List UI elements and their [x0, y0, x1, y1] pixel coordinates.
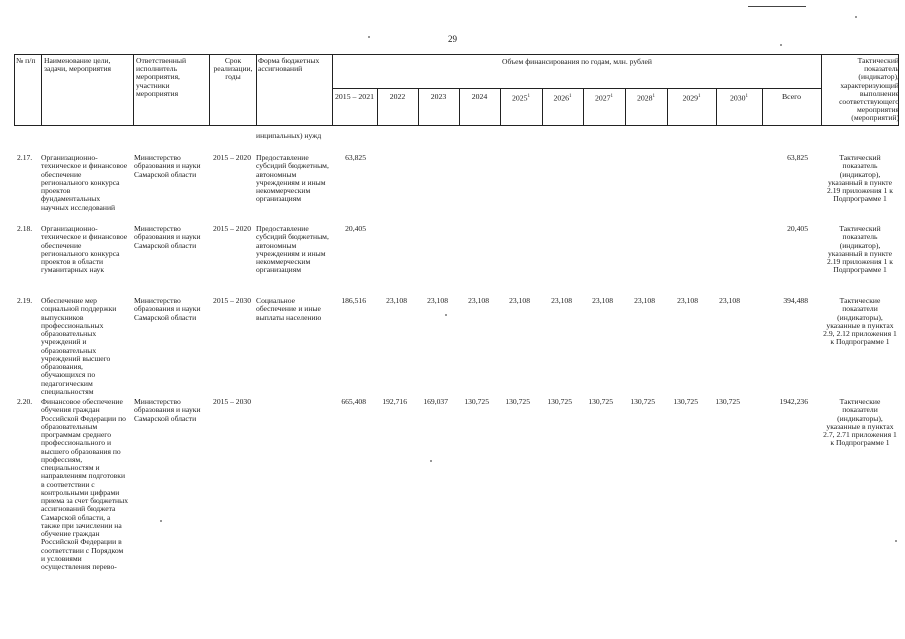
row-form: Предоставление субсидий бюджетным, автономным учреждениям и иным некоммерческим организациям — [256, 154, 329, 204]
header-year: 2023 — [430, 92, 447, 101]
row-value: 23,108 — [551, 297, 572, 305]
row-value: 63,825 — [345, 154, 366, 162]
row-value: 23,108 — [468, 297, 489, 305]
row-term: 2015 – 2020 — [213, 154, 251, 162]
row-indicator: Тактический показатель (индикатор), указанный в пункте 2.19 приложения 1 к Подпрограмме 1 — [827, 154, 893, 204]
row-value: 20,405 — [345, 225, 366, 233]
row-name: Организационно-техническое и финансовое обеспечение регионального конкурса проектов в области гуманитарных наук — [41, 225, 128, 275]
row-number: 2.18. — [17, 225, 33, 233]
row-value: 665,408 — [341, 398, 366, 406]
row-value: 186,516 — [341, 297, 366, 305]
header-year: 2015 – 2021 — [335, 92, 374, 101]
row-indicator: Тактические показатели (индикаторы), указанные в пунктах 2.9, 2.12 приложения 1 к Подпрограмме 1 — [823, 297, 897, 347]
row-responsible: Министерство образования и науки Самарской области — [134, 398, 201, 423]
row-number: 2.17. — [17, 154, 33, 162]
row-responsible: Министерство образования и науки Самарской области — [134, 225, 201, 250]
row-value: 23,108 — [427, 297, 448, 305]
row-value: 23,108 — [719, 297, 740, 305]
row-total: 63,825 — [787, 154, 808, 162]
header-year: 2028$^1$ — [636, 93, 656, 103]
row-value: 130,725 — [588, 398, 613, 406]
header-year: 2027$^1$ — [594, 93, 614, 103]
row-value: 130,725 — [464, 398, 489, 406]
row-value: 23,108 — [634, 297, 655, 305]
row-value: 23,108 — [677, 297, 698, 305]
row-term: 2015 – 2020 — [213, 225, 251, 233]
header-year: 2024 — [471, 92, 488, 101]
row-value: 130,725 — [673, 398, 698, 406]
row-value: 192,716 — [382, 398, 407, 406]
row-indicator: Тактические показатели (индикаторы), указанные в пунктах 2.7, 2.71 приложения 1 к Подпрограмме 1 — [823, 398, 897, 448]
header-year: 2025$^1$ — [511, 93, 531, 103]
header-year: 2022 — [389, 92, 406, 101]
header-indicator: Тактический показатель (индикатор), характеризующий выполнение соответствующего мероприятия (мероприятий) — [839, 57, 899, 123]
row-number: 2.20. — [17, 398, 33, 406]
row-form: Предоставление субсидий бюджетным, автономным учреждениям и иным некоммерческим организациям — [256, 225, 329, 275]
row-number: 2.19. — [17, 297, 33, 305]
header-year: 2026$^1$ — [553, 93, 572, 103]
page-number: 29 — [448, 34, 457, 44]
header-no: № п/п — [16, 57, 36, 65]
row-responsible: Министерство образования и науки Самарской области — [134, 297, 201, 322]
row-form: Социальное обеспечение и иные выплаты населению — [256, 297, 322, 322]
row-value: 130,725 — [715, 398, 740, 406]
header-year: 2030$^1$ — [729, 93, 749, 103]
row-value: 23,108 — [592, 297, 613, 305]
top-rule — [748, 6, 806, 7]
header-finance: Объем финансирования по годам, млн. рублей — [502, 58, 652, 66]
row-term: 2015 – 2030 — [213, 398, 251, 406]
header-name: Наименование цели, задачи, мероприятия — [44, 57, 112, 74]
header-form: Форма бюджетных ассигнований — [258, 57, 320, 74]
row-name: Финансовое обеспечение обучения граждан Российской Федерации по образовательным программам среднего профессионального и высшего образования по профессиям, специальностям и направлениям подготовки в соответствии с контрольными цифрами приема за счет бюджетных ассигнований бюджета Самарской области, а также при зачислении на обучение граждан Российской Федерации в соответствии с Порядком и условиями осуществления перево- — [41, 398, 129, 571]
row-value: 169,037 — [423, 398, 448, 406]
continuation-text: инципальных) нужд — [256, 132, 322, 140]
row-value: 23,108 — [386, 297, 407, 305]
row-value: 130,725 — [547, 398, 572, 406]
header-year: 2029$^1$ — [682, 93, 701, 103]
row-total: 1942,236 — [779, 398, 808, 406]
row-value: 23,108 — [509, 297, 530, 305]
row-total: 20,405 — [787, 225, 808, 233]
row-name: Организационно-техническое и финансовое обеспечение регионального конкурса проектов фундаментальных научных исследований — [41, 154, 128, 212]
table-header — [14, 54, 899, 126]
header-year: Всего — [781, 92, 802, 101]
header-term: Срок реализации, годы — [213, 57, 253, 82]
row-total: 394,488 — [783, 297, 808, 305]
row-name: Обеспечение мер социальной поддержки выпускников профессиональных образовательных учреждений и образовательных учреждений высшего образования, обучающихся по педагогическим специальностям — [41, 297, 117, 396]
row-value: 130,725 — [505, 398, 530, 406]
row-indicator: Тактический показатель (индикатор), указанный в пункте 2.19 приложения 1 к Подпрограмме 1 — [827, 225, 893, 275]
row-term: 2015 – 2030 — [213, 297, 251, 305]
row-responsible: Министерство образования и науки Самарской области — [134, 154, 201, 179]
row-value: 130,725 — [630, 398, 655, 406]
header-responsible: Ответственный исполнитель мероприятия, участники мероприятия — [136, 57, 187, 98]
